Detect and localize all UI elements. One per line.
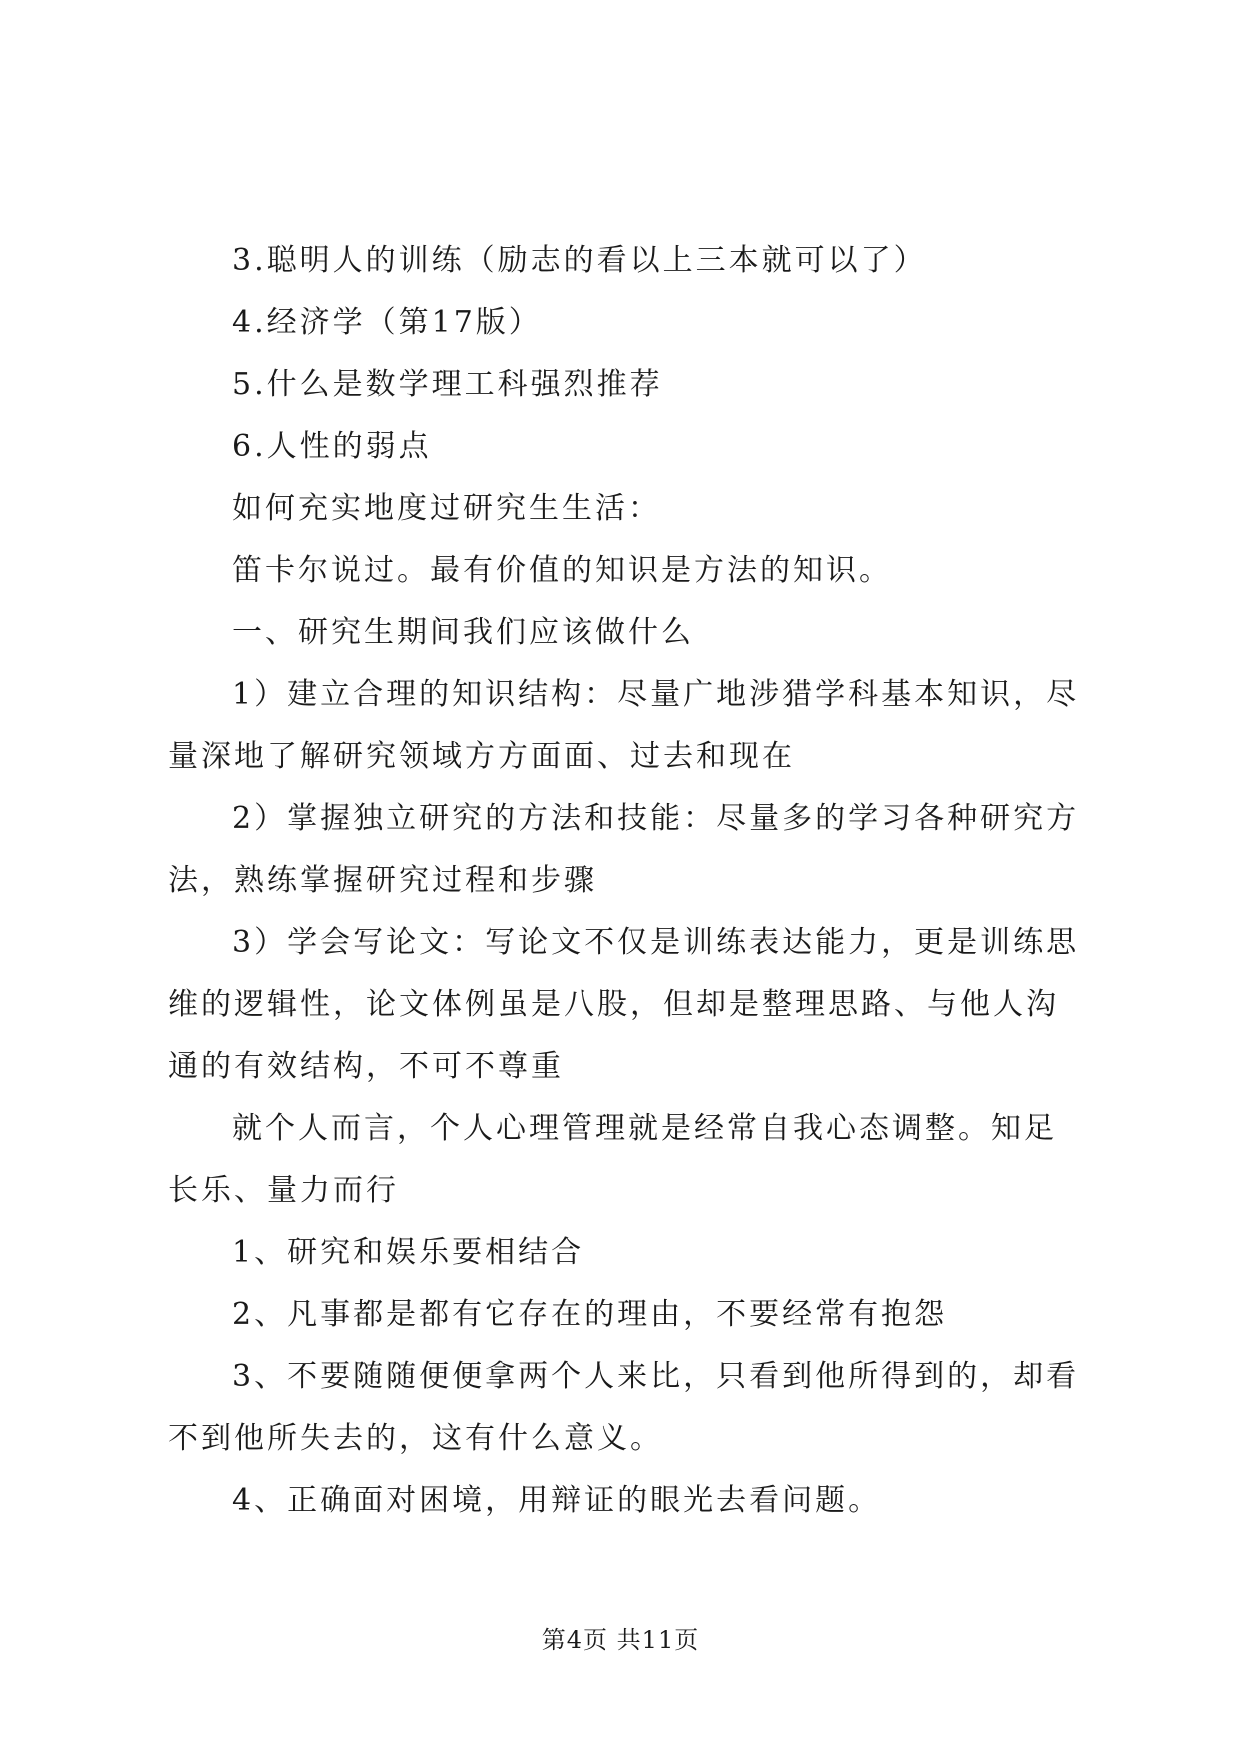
paragraph-book-4: 4.经济学（第17版） <box>232 305 542 340</box>
paragraph-tip-1: 1、研究和娱乐要相结合 <box>232 1235 585 1270</box>
paragraph-item-writing-papers: 3）学会写论文：写论文不仅是训练表达能力，更是训练思维的逻辑性，论文体例虽是八股，但却是整理思路、与他人沟通的有效结构，不可不尊重 <box>168 925 1080 1084</box>
document-body <box>168 230 1082 1532</box>
paragraph-self-management: 就个人而言，个人心理管理就是经常自我心态调整。知足长乐、量力而行 <box>168 1111 1057 1208</box>
paragraph-tip-2: 2、凡事都是都有它存在的理由，不要经常有抱怨 <box>232 1297 948 1332</box>
paragraph-section-one: 一、研究生期间我们应该做什么 <box>232 615 694 650</box>
paragraph-book-5: 5.什么是数学理工科强烈推荐 <box>232 367 663 402</box>
paragraph-descartes-quote: 笛卡尔说过。最有价值的知识是方法的知识。 <box>232 553 892 588</box>
paragraph-item-research-methods: 2）掌握独立研究的方法和技能：尽量多的学习各种研究方法，熟练掌握研究过程和步骤 <box>168 801 1080 898</box>
paragraph-heading-grad-life: 如何充实地度过研究生生活： <box>232 491 661 526</box>
paragraph-tip-4: 4、正确面对困境，用辩证的眼光去看问题。 <box>232 1483 882 1518</box>
paragraph-tip-3: 3、不要随随便便拿两个人来比，只看到他所得到的，却看不到他所失去的，这有什么意义。 <box>168 1359 1080 1456</box>
paragraph-book-3: 3.聪明人的训练（励志的看以上三本就可以了） <box>232 243 927 278</box>
paragraph-book-6: 6.人性的弱点 <box>232 429 432 464</box>
paragraph-item-knowledge-structure: 1）建立合理的知识结构：尽量广地涉猎学科基本知识，尽量深地了解研究领域方方面面、过去和现在 <box>168 677 1080 774</box>
page-number-footer: 第4页 共11页 <box>541 1626 700 1654</box>
